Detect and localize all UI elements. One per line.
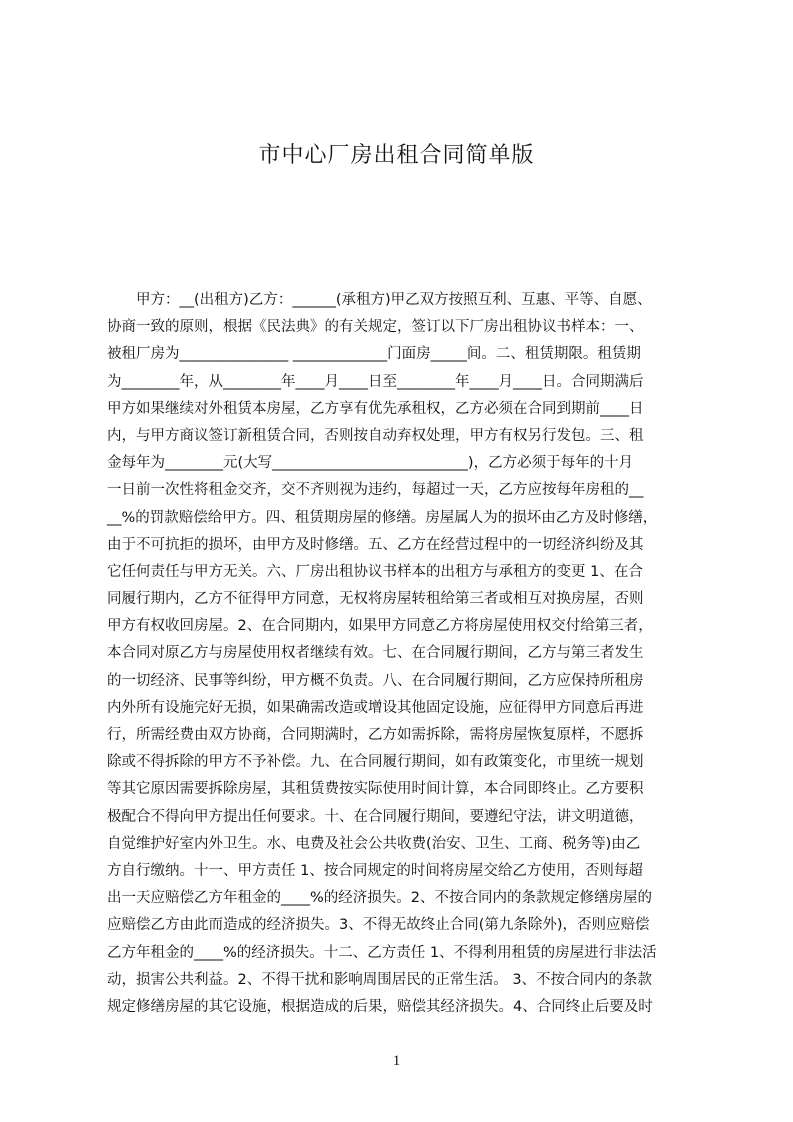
body-line: 同履行期内，乙方不征得甲方同意，无权将房屋转租给第三者或相互对换房屋，否则: [107, 591, 644, 608]
body-line: 被租厂房为_______________ _____________门面房_____间。二、租赁期限。租赁期: [107, 346, 641, 363]
body-line: 甲方：__(出租方)乙方：______(承租方)甲乙双方按照互利、互惠、平等、自愿、: [107, 292, 652, 308]
page-number: 1: [392, 1053, 401, 1069]
body-line: 应赔偿乙方由此而造成的经济损失。3、不得无故终止合同(第九条除外)，否则应赔偿: [107, 917, 650, 934]
body-line: 为________年，从________年____月____日至________年____月____日。合同期满后: [107, 373, 644, 390]
body-line: 乙方年租金的____%的经济损失。十二、乙方责任 1、不得利用租赁的房屋进行非法活: [107, 944, 657, 961]
body-line: 由于不可抗拒的损坏，由甲方及时修缮。五、乙方在经营过程中的一切经济纠纷及其: [107, 536, 644, 553]
body-line: 内，与甲方商议签订新租赁合同，否则按自动弃权处理，甲方有权另行发包。三、租: [107, 427, 644, 444]
body-line: 内外所有设施完好无损，如果确需改造或增设其他固定设施，应征得甲方同意后再进: [107, 699, 644, 716]
body-line: 动，损害公共利益。2、不得干扰和影响周围居民的正常生活。 3、不按合同内的条款: [107, 971, 653, 988]
body-line: 金每年为________元(大写___________________________)，乙方必须于每年的十月: [107, 455, 634, 472]
body-line: 等其它原因需要拆除房屋，其租赁费按实际使用时间计算，本合同即终止。乙方要积: [107, 781, 644, 798]
body-line: 本合同对原乙方与房屋使用权者继续有效。七、在合同履行期间，乙方与第三者发生: [107, 645, 644, 662]
body-line: 一日前一次性将租金交齐，交不齐则视为违约，每超过一天，乙方应按每年房租的__: [107, 482, 644, 499]
body-line: 甲方有权收回房屋。2、在合同期内，如果甲方同意乙方将房屋使用权交付给第三者，: [107, 618, 653, 635]
body-line: 除或不得拆除的甲方不予补偿。九、在合同履行期间，如有政策变化，市里统一规划: [107, 754, 644, 771]
body-line: 自觉维护好室内外卫生。水、电费及社会公共收费(治安、卫生、工商、税务等)由乙: [107, 835, 641, 852]
body-line: 规定修缮房屋的其它设施，根据造成的后果，赔偿其经济损失。4、合同终止后要及时: [107, 998, 653, 1015]
body-line: 的一切经济、民事等纠纷，甲方概不负责。八、在合同履行期间，乙方应保持所租房: [107, 672, 644, 689]
body-line: 行，所需经费由双方协商，合同期满时，乙方如需拆除，需将房屋恢复原样，不愿拆: [107, 727, 644, 743]
contract-body: [107, 287, 697, 1015]
body-line: 方自行缴纳。十一、甲方责任 1、按合同规定的时间将房屋交给乙方使用，否则每超: [107, 862, 643, 879]
body-line: 极配合不得向甲方提出任何要求。十、在合同履行期间，要遵纪守法，讲文明道德，: [107, 808, 644, 825]
document-title: 市中心厂房出租合同简单版: [258, 143, 535, 168]
body-line: 它任何责任与甲方无关。六、厂房出租协议书样本的出租方与承租方的变更 1、在合: [107, 563, 643, 580]
body-line: 甲方如果继续对外租赁本房屋，乙方享有优先承租权，乙方必须在合同到期前____日: [107, 400, 644, 417]
body-line: __%的罚款赔偿给甲方。四、租赁期房屋的修缮。房屋属人为的损坏由乙方及时修缮，: [107, 509, 658, 526]
body-line: 出一天应赔偿乙方年租金的____%的经济损失。2、不按合同内的条款规定修缮房屋的: [107, 890, 653, 907]
body-line: 协商一致的原则，根据《民法典》的有关规定，签订以下厂房出租协议书样本：一、: [107, 319, 644, 336]
